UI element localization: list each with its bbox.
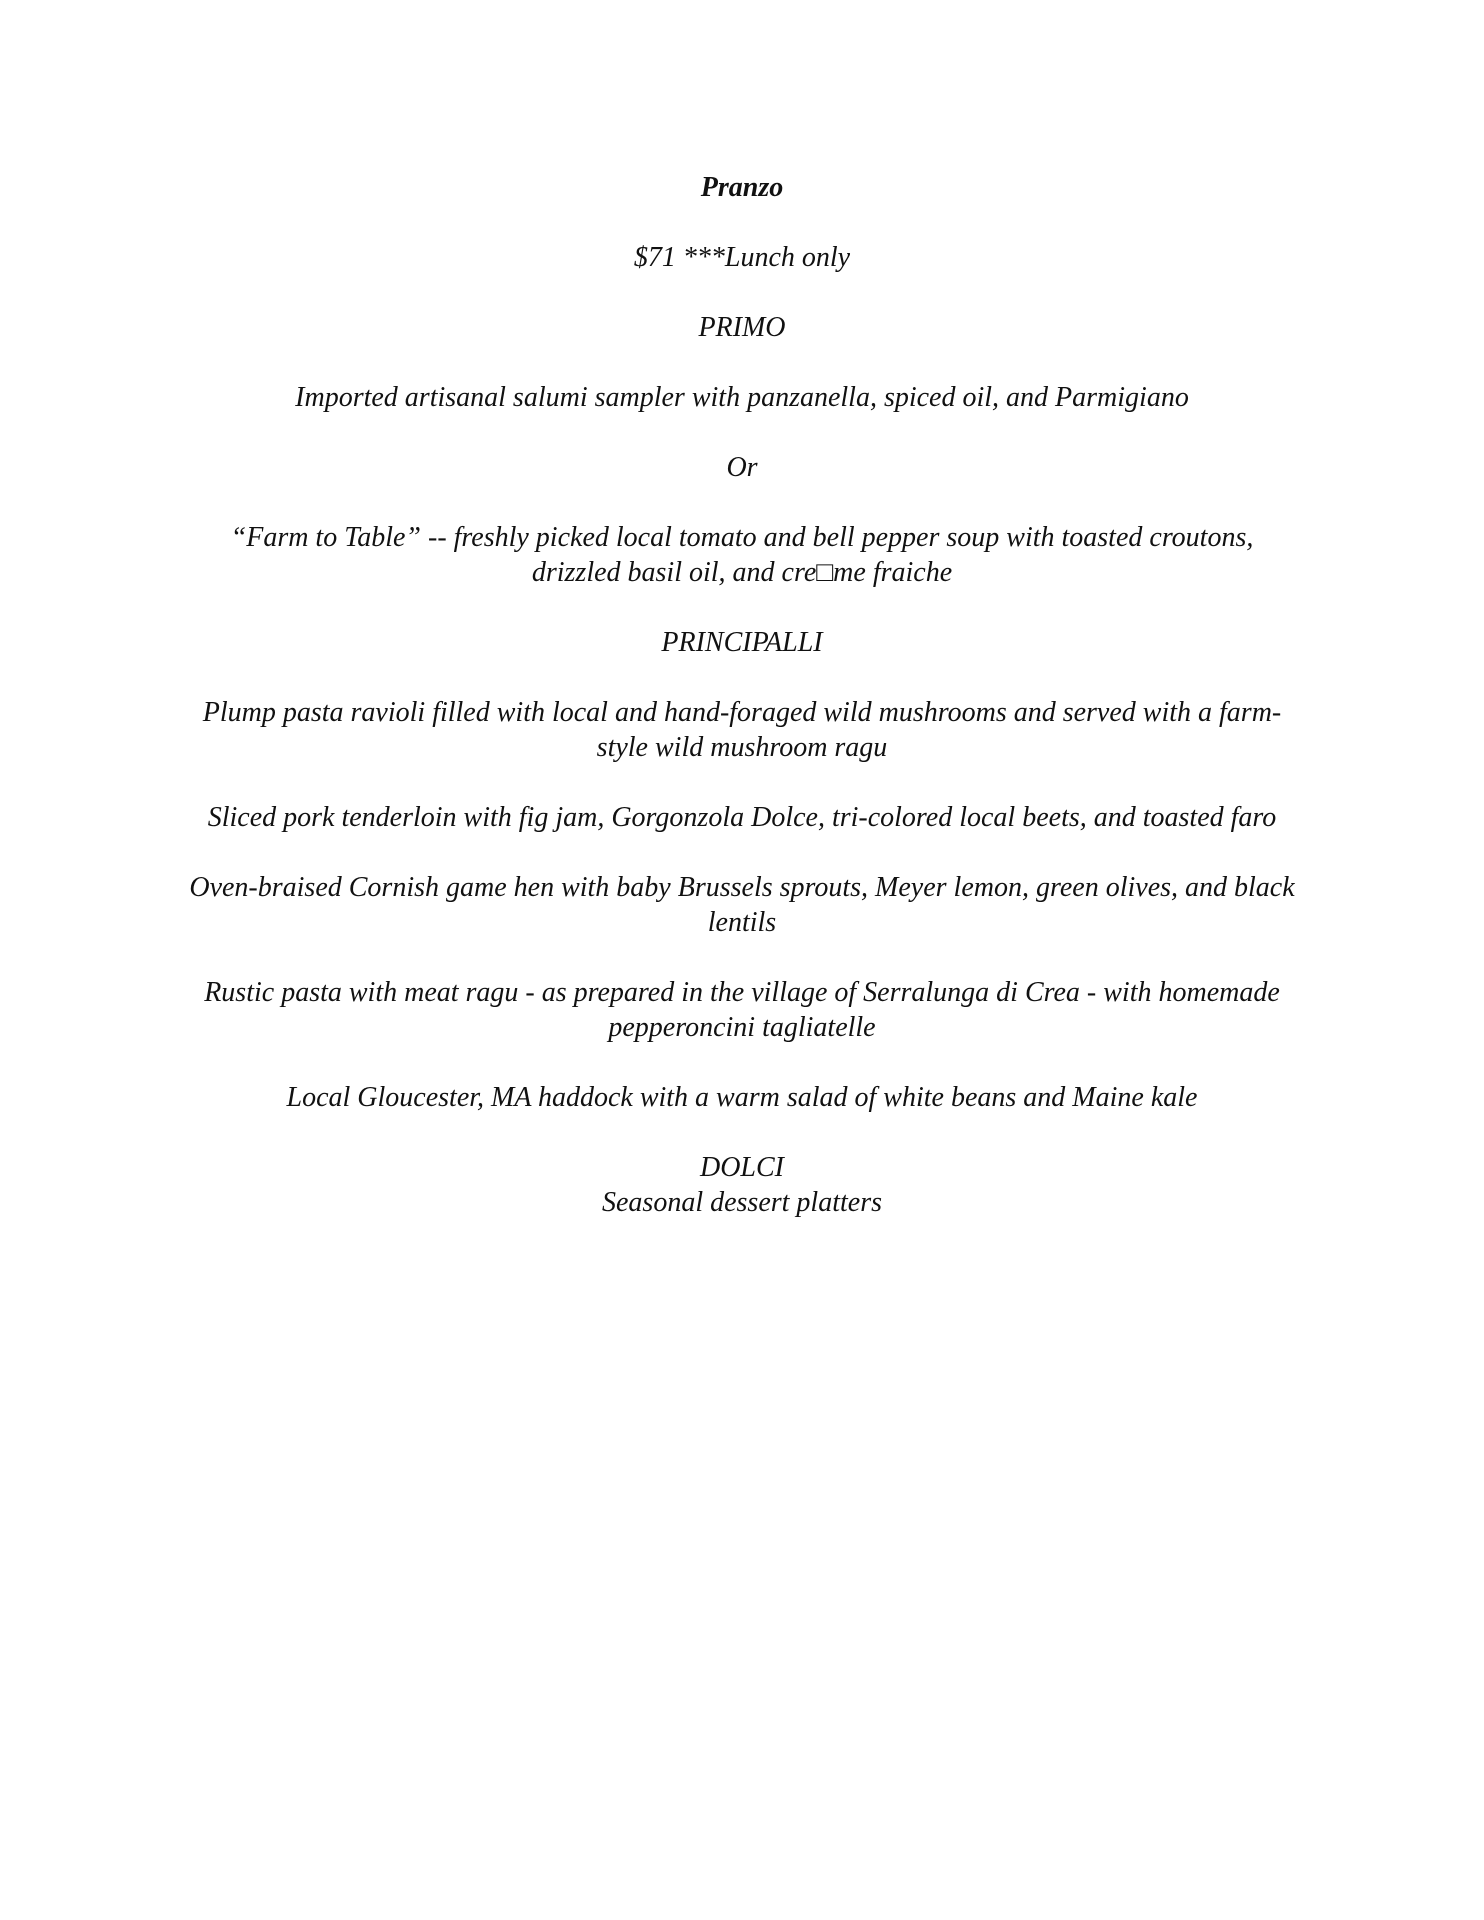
price-line: $71 ***Lunch only	[633, 242, 851, 273]
primo-heading: PRIMO	[698, 312, 786, 343]
principalli-item-2: Sliced pork tenderloin with fig jam, Gorgonzola Dolce, tri-colored local beets, and toasted faro	[207, 802, 1277, 833]
menu-page	[0, 170, 1484, 1220]
principalli-item-4: Rustic pasta with meat ragu - as prepared in the village of Serralunga di Crea - with homemade pepperoncini tagliatelle	[204, 977, 1280, 1043]
primo-item-2: “Farm to Table” -- freshly picked local tomato and bell pepper soup with toasted croutons, drizzled basil oil, and cre□me fraiche	[230, 522, 1254, 588]
principalli-item-5: Local Gloucester, MA haddock with a warm salad of white beans and Maine kale	[286, 1082, 1198, 1113]
primo-item-1: Imported artisanal salumi sampler with panzanella, spiced oil, and Parmigiano	[295, 382, 1189, 413]
menu-title: Pranzo	[700, 172, 784, 203]
dolci-heading: DOLCI	[699, 1152, 784, 1183]
primo-separator: Or	[726, 452, 758, 483]
principalli-heading: PRINCIPALLI	[661, 627, 823, 658]
dolci-item: Seasonal dessert platters	[602, 1187, 882, 1218]
principalli-item-3: Oven-braised Cornish game hen with baby Brussels sprouts, Meyer lemon, green olives, and black lentils	[189, 872, 1295, 938]
principalli-item-1: Plump pasta ravioli filled with local and hand-foraged wild mushrooms and served with a farm-style wild mushroom ragu	[202, 697, 1282, 763]
